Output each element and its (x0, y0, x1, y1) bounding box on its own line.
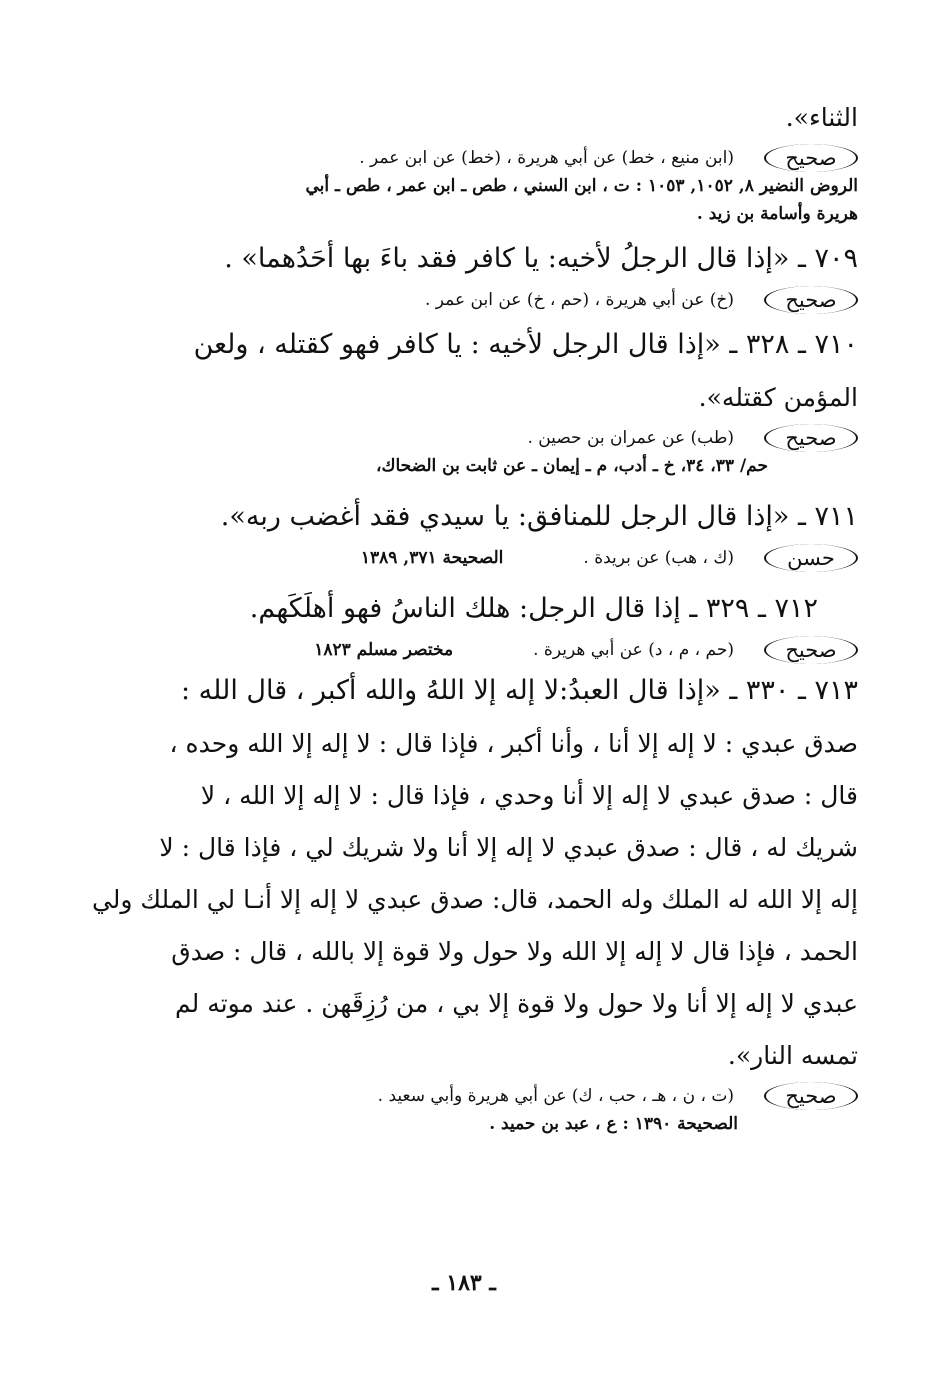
hadith-713-heading: ٧١٣ ـ ٣٣٠ ـ «إذا قال العبدُ:لا إله إلا اللهُ والله أكبر ، قال الله : (181, 675, 858, 706)
reference-line: حم/ ٣٣، ٣٤، خ ـ أدب، م ـ إيمان ـ عن ثابت بن الضحاك، (375, 456, 768, 476)
source-line (100, 144, 858, 172)
source-text: (حم ، م ، د) عن أبي هريرة . (533, 640, 734, 660)
text-line: المؤمن كقتله». (698, 383, 858, 412)
text-line: الحمد ، فإذا قال لا إله إلا الله ولا حول ولا قوة إلا بالله ، قال : صدق (171, 937, 858, 966)
text-line: إله إلا الله له الملك وله الحمد، قال: صدق عبدي لا إله إلا أنـا لي الملك ولي (91, 885, 858, 914)
source-text: (خ) عن أبي هريرة ، (حم ، خ) عن ابن عمر . (424, 290, 734, 310)
grade-badge: صحيح (764, 424, 858, 452)
text-line: قال : صدق عبدي لا إله إلا أنا وحدي ، فإذا قال : لا إله إلا الله ، لا (200, 781, 858, 810)
reference-line: الروض النضير ٨, ١٠٥٢, ١٠٥٣ : ت ، ابن السني ، طص ـ ابن عمر ، طص ـ أبي (305, 176, 858, 196)
reference-text: الصحيحة ٣٧١, ١٣٨٩ (360, 548, 504, 568)
source-line (100, 1082, 858, 1110)
source-text: (ت ، ن ، هـ ، حب ، ك) عن أبي هريرة وأبي سعيد . (377, 1086, 734, 1106)
text-line: الثناء». (785, 103, 858, 132)
grade-badge: صحيح (764, 144, 858, 172)
reference-line: الصحيحة ١٣٩٠ : ع ، عبد بن حميد . (489, 1114, 738, 1134)
source-line (100, 286, 858, 314)
text-line: عبدي لا إله إلا أنا ولا حول ولا قوة إلا بي ، من رُزِقَهن . عند موته لم (175, 989, 858, 1018)
grade-badge: صحيح (764, 636, 858, 664)
source-text: (طب) عن عمران بن حصين . (527, 428, 734, 448)
text-line: صدق عبدي : لا إله إلا أنا ، وأنا أكبر ، فإذا قال : لا إله إلا الله وحده ، (169, 729, 858, 758)
reference-text: مختصر مسلم ١٨٢٣ (314, 640, 454, 660)
page-number: ـ ١٨٣ ـ (432, 1270, 496, 1296)
source-line (100, 424, 858, 452)
hadith-710-heading: ٧١٠ ـ ٣٢٨ ـ «إذا قال الرجل لأخيه : يا كافر فهو كقتله ، ولعن (193, 329, 858, 360)
source-text: (ابن منيع ، خط) عن أبي هريرة ، (خط) عن ابن عمر . (359, 148, 734, 168)
hadith-709-heading: ٧٠٩ ـ «إذا قال الرجلُ لأخيه: يا كافر فقد باءَ بها أحَدُهما» . (224, 243, 858, 274)
hadith-712-heading: ٧١٢ ـ ٣٢٩ ـ إذا قال الرجل: هلك الناسُ فهو أهلَكَهم. (249, 593, 818, 624)
source-line (100, 636, 858, 664)
text-line: تمسه النار». (727, 1041, 858, 1070)
source-line (100, 544, 858, 572)
hadith-711-heading: ٧١١ ـ «إذا قال الرجل للمنافق: يا سيدي فقد أغضب ربه». (220, 501, 858, 532)
grade-badge: صحيح (764, 1082, 858, 1110)
source-text: (ك ، هب) عن بريدة . (583, 548, 734, 568)
reference-line: هريرة وأسامة بن زيد . (696, 204, 858, 224)
grade-badge: صحيح (764, 286, 858, 314)
text-line: شريك له ، قال : صدق عبدي لا إله إلا أنا ولا شريك لي ، فإذا قال : لا (159, 833, 858, 862)
grade-badge: حسن (764, 544, 858, 572)
book-page (91, 92, 858, 1138)
